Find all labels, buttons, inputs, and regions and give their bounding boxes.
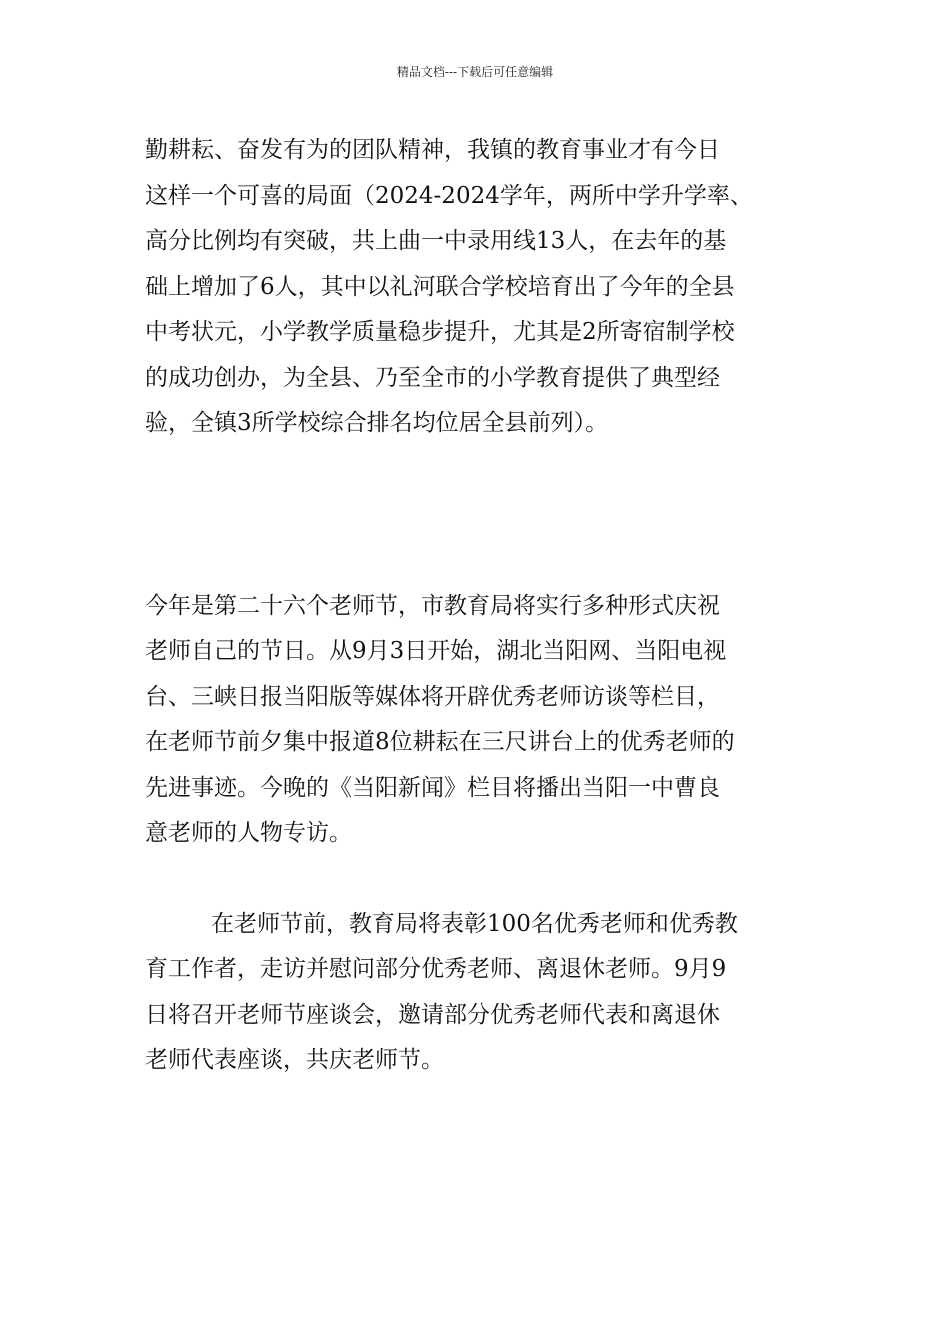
paragraph-line: 在老师节前，教育局将表彰100名优秀老师和优秀教 [211,910,738,937]
paragraph-1 [145,128,807,447]
paragraph-line: 高分比例均有突破，共上曲一中录用线13人，在去年的基 [145,228,727,254]
page-header: 精品文档---下载后可任意编辑 [396,65,554,79]
paragraph-line: 勤耕耘、奋发有为的团队精神，我镇的教育事业才有今日 [145,137,720,163]
paragraph-line: 中考状元，小学教学质量稳步提升，尤其是2所寄宿制学校 [145,319,735,345]
paragraph-3 [145,902,807,1084]
paragraph-line: 在老师节前夕集中报道8位耕耘在三尺讲台上的优秀老师的 [145,729,735,755]
paragraph-line: 先进事迹。今晚的《当阳新闻》栏目将播出当阳一中曹良 [145,774,720,801]
paragraph-line: 这样一个可喜的局面（2024-2024学年，两所中学升学率、 [145,182,753,209]
paragraph-line: 育工作者，走访并慰问部分优秀老师、离退休老师。9月9 [145,956,727,982]
paragraph-line: 日将召开老师节座谈会，邀请部分优秀老师代表和离退休 [145,1001,720,1028]
paragraph-line: 础上增加了6人，其中以礼河联合学校培育出了今年的全县 [145,273,735,300]
paragraph-line: 验，全镇3所学校综合排名均位居全县前列）。 [145,410,609,436]
paragraph-line: 台、三峡日报当阳版等媒体将开辟优秀老师访谈等栏目， [145,683,720,710]
paragraph-line: 的成功创办，为全县、乃至全市的小学教育提供了典型经 [145,364,720,391]
paragraph-line: 今年是第二十六个老师节，市教育局将实行多种形式庆祝 [145,592,720,619]
paragraph-line: 老师自己的节日。从9月3日开始，湖北当阳网、当阳电视 [145,638,727,664]
paragraph-line: 意老师的人物专访。 [145,820,352,846]
document-body [145,128,807,1084]
paragraph-line: 老师代表座谈，共庆老师节。 [145,1047,444,1073]
paragraph-2 [145,584,807,857]
